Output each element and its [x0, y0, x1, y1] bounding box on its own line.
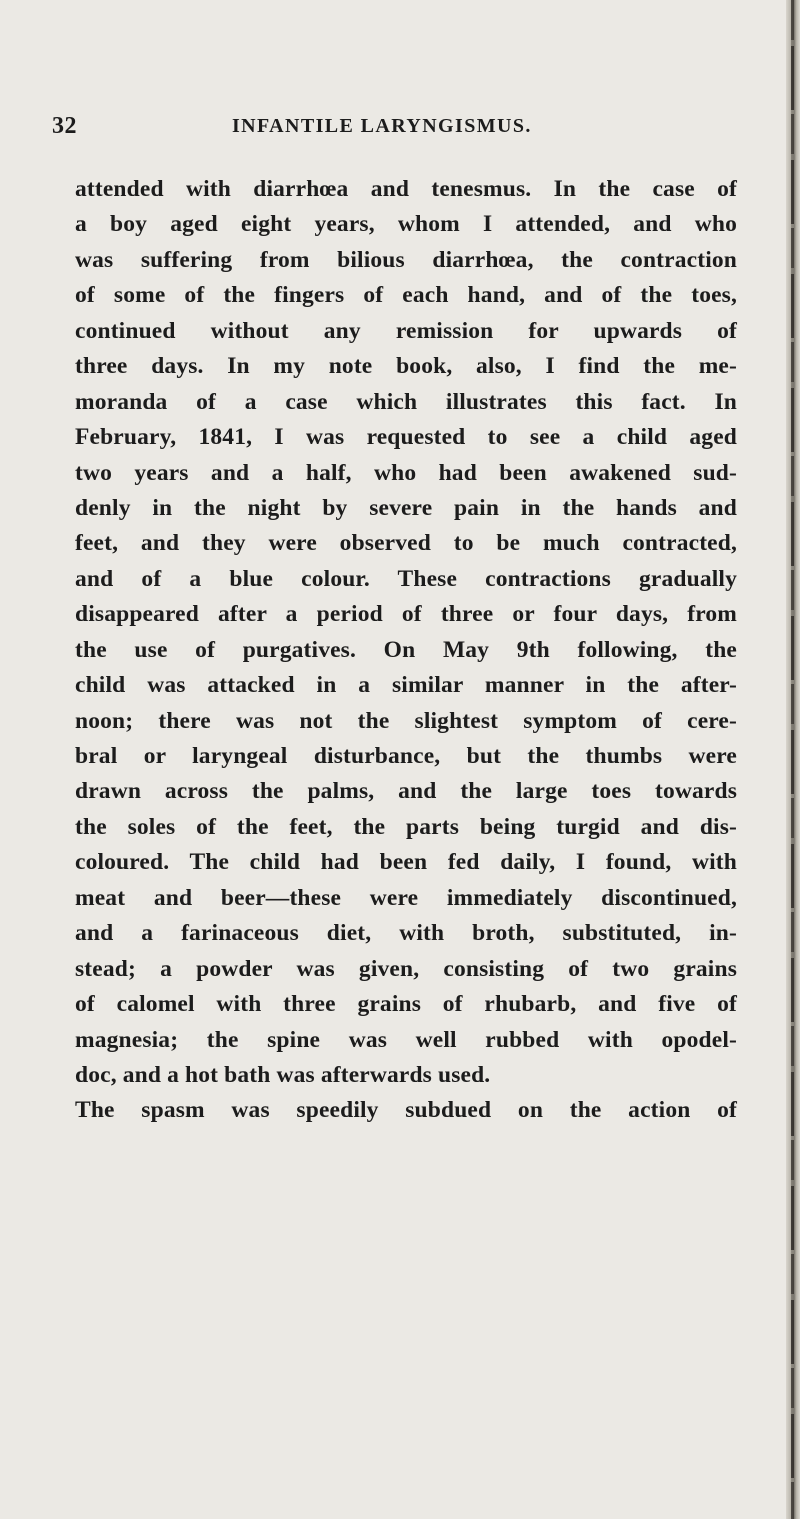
text-line: meat and beer—these were immediately discontinued,	[75, 884, 737, 911]
running-title: INFANTILE LARYNGISMUS.	[232, 115, 532, 137]
text-line: of some of the fingers of each hand, and of the toes,	[75, 282, 737, 309]
text-line: a boy aged eight years, whom I attended, and who	[75, 211, 737, 238]
text-line: bral or laryngeal disturbance, but the thumbs were	[75, 743, 737, 769]
text-line: coloured. The child had been fed daily, I found, with	[75, 849, 737, 876]
text-line: feet, and they were observed to be much contracted,	[75, 530, 737, 557]
text-line: and of a blue colour. These contractions gradually	[75, 565, 737, 592]
body-text	[75, 172, 737, 1129]
text-line: moranda of a case which illustrates this fact. In	[75, 388, 737, 415]
text-line: continued without any remission for upwards of	[75, 317, 737, 344]
text-line-short: doc, and a hot bath was afterwards used.	[75, 1061, 491, 1088]
text-line: magnesia; the spine was well rubbed with opodel-	[75, 1026, 737, 1053]
text-line: the soles of the feet, the parts being turgid and dis-	[75, 813, 737, 840]
text-line: was suffering from bilious diarrhœa, the contraction	[75, 246, 737, 273]
text-line: February, 1841, I was requested to see a child aged	[75, 424, 737, 451]
running-head	[52, 113, 752, 143]
text-line: stead; a powder was given, consisting of two grains	[75, 955, 737, 982]
page-edge-texture	[791, 0, 794, 1519]
text-line: disappeared after a period of three or four days, from	[75, 601, 737, 628]
page-edge-shadow	[786, 0, 800, 1519]
text-line: and a farinaceous diet, with broth, substituted, in-	[75, 920, 737, 947]
text-line: of calomel with three grains of rhubarb, and five of	[75, 991, 737, 1018]
text-line: noon; there was not the slightest symptom of cere-	[75, 707, 737, 734]
text-line: denly in the night by severe pain in the hands and	[75, 494, 737, 521]
text-line: The spasm was speedily subdued on the action of	[75, 1097, 737, 1124]
text-line: child was attacked in a similar manner in the after-	[75, 672, 737, 699]
text-line: drawn across the palms, and the large toes towards	[75, 778, 737, 805]
text-line: the use of purgatives. On May 9th following, the	[75, 636, 737, 663]
text-line: attended with diarrhœa and tenesmus. In the case of	[75, 176, 737, 202]
page-number: 32	[52, 113, 77, 139]
text-line: three days. In my note book, also, I find the me-	[75, 353, 737, 380]
text-line: two years and a half, who had been awakened sud-	[75, 459, 737, 486]
